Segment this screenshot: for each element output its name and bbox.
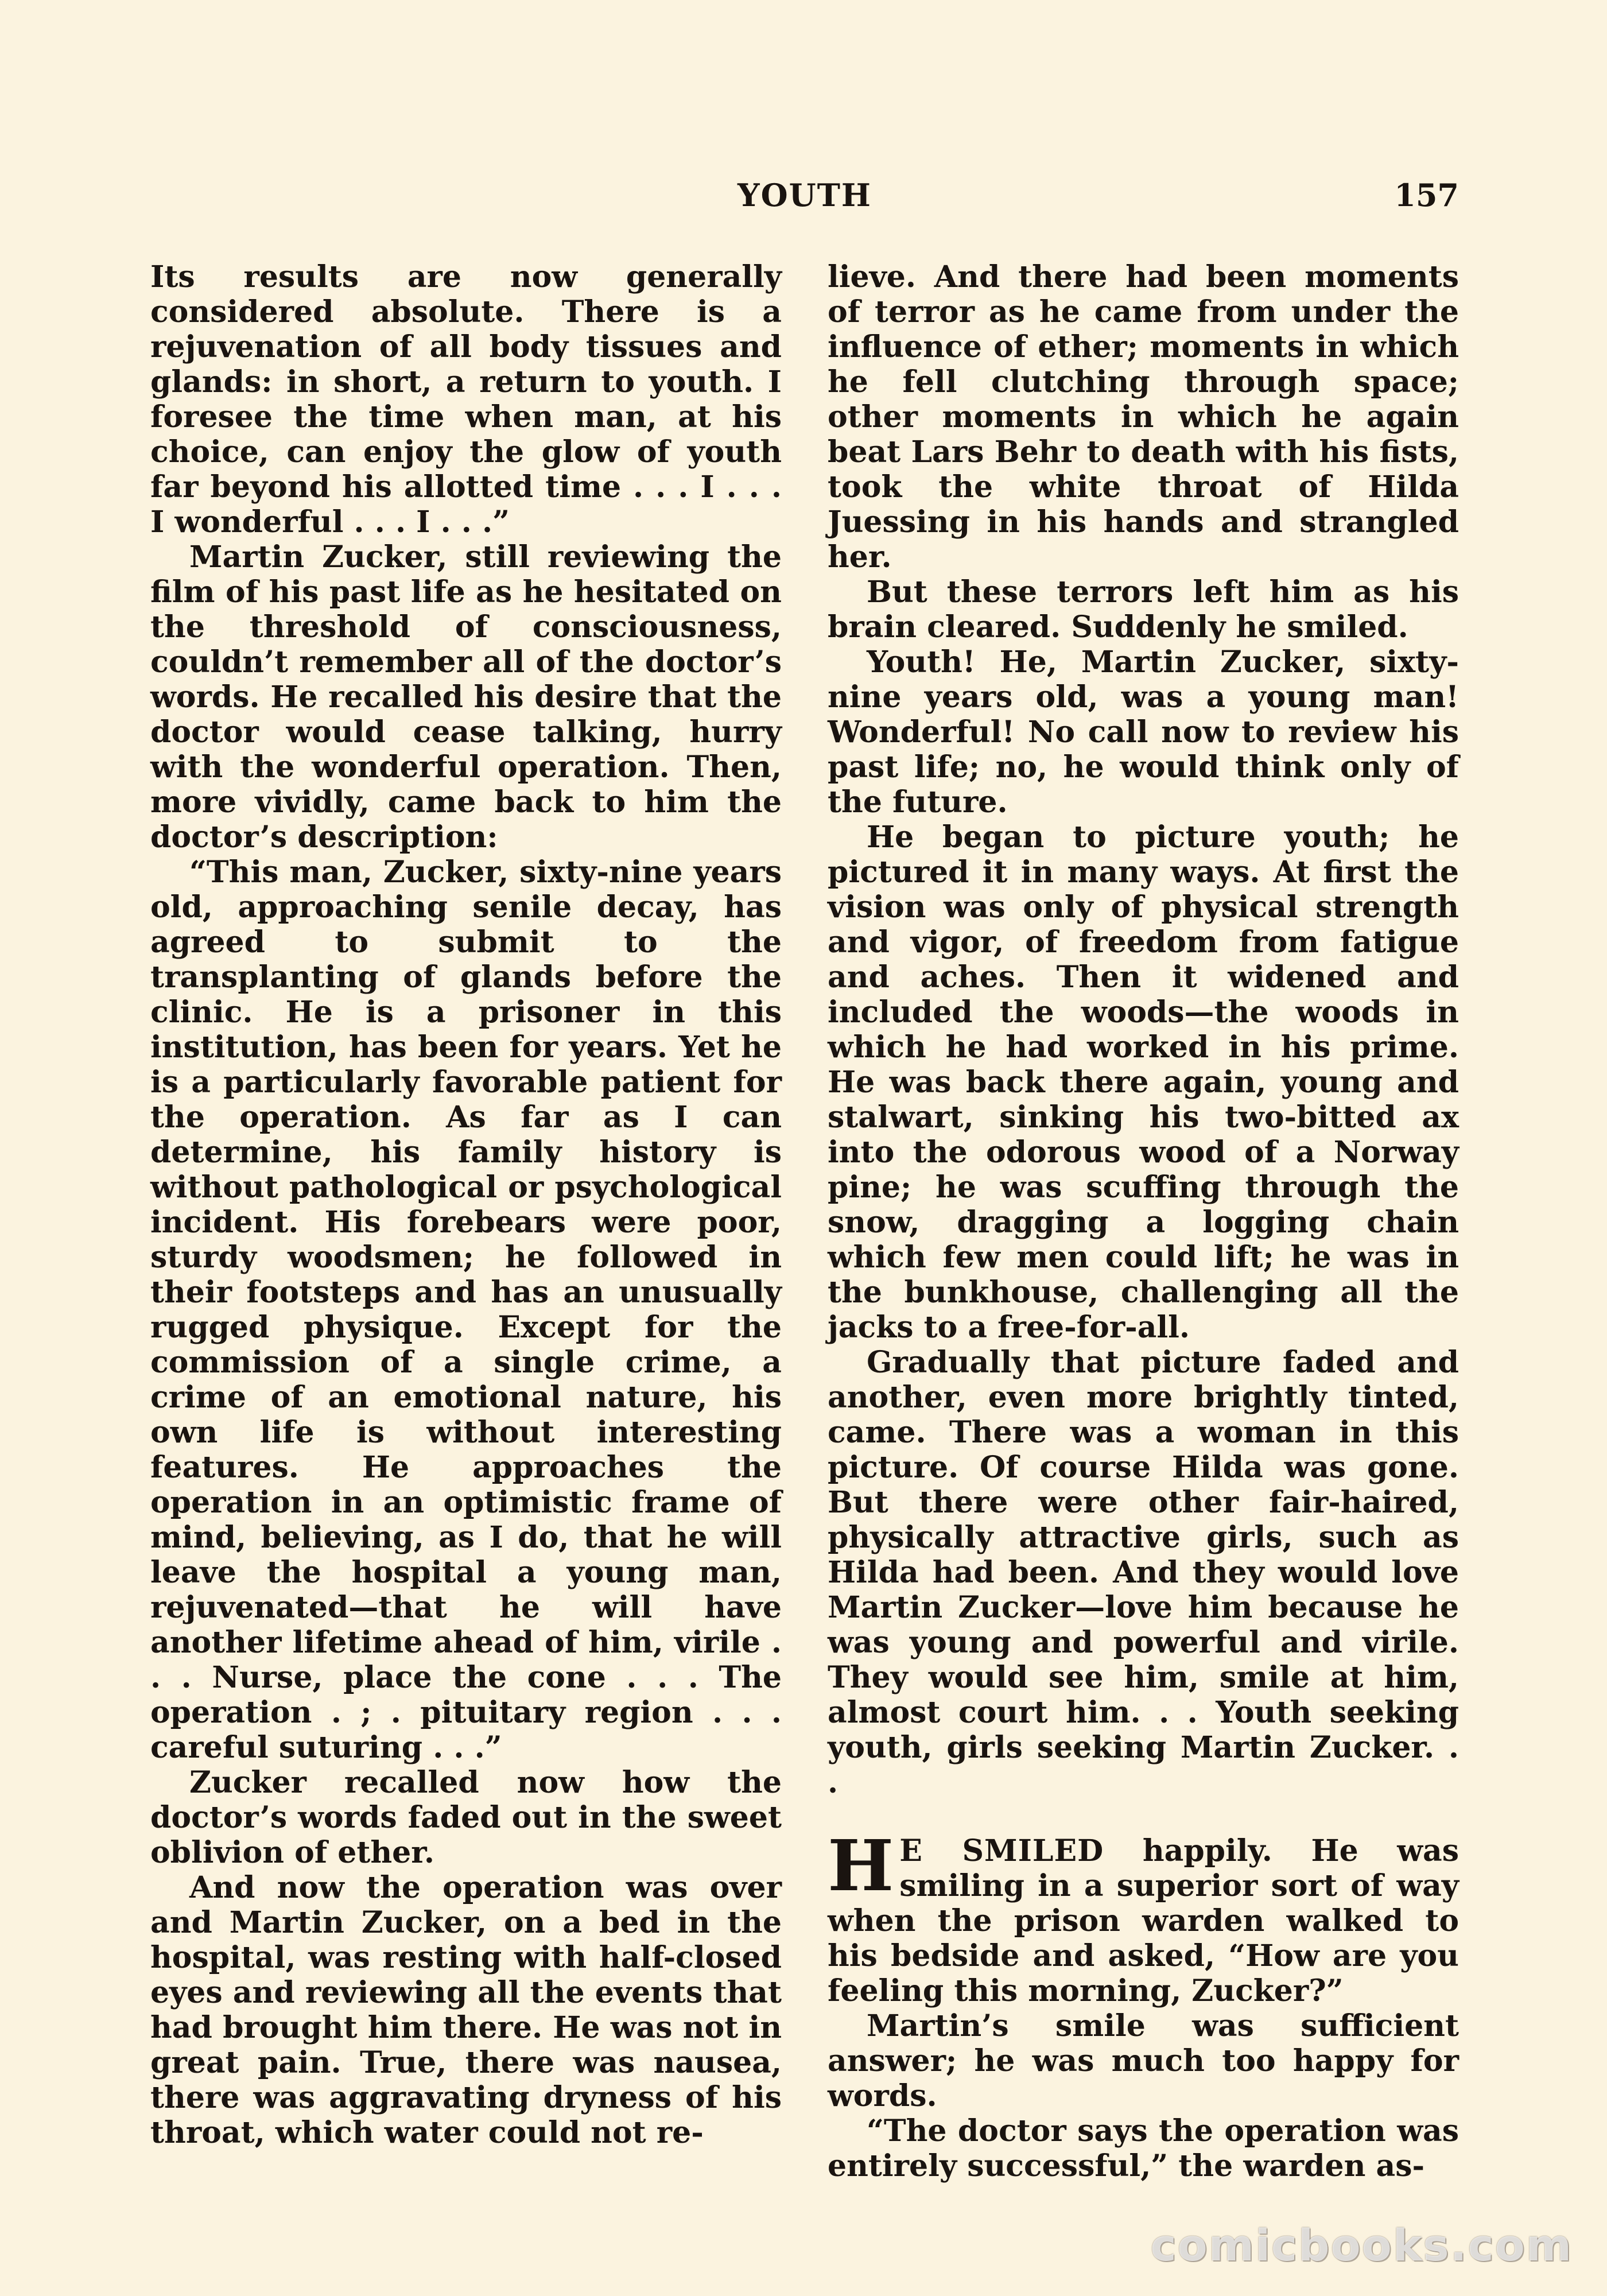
paragraph: He began to picture youth; he pictured it in many ways. At first the vision was only of physical strength and vigor, of freedom from fatigue and aches. Then it widened and included the woods—the woods in which he had worked in his prime. He was back there again, young and stalwart, sinking his two-bitted ax into the odorous wood of a Norway pine; he was scuffing through the snow, dragging a logging chain which few men could lift; he was in the bunkhouse, challenging all the jacks to a free-for-all. [828,820,1459,1345]
paragraph: Martin Zucker, still reviewing the film of his past life as he hesitated on the threshold of consciousness, couldn’t remember all of the doctor’s words. He recalled his desire that the doctor would cease talking, hurry with the wonderful operation. Then, more vividly, came back to him the doctor’s description: [150,540,782,855]
paragraph: Gradually that picture faded and another, even more brightly tinted, came. There was a woman in this picture. Of course Hilda was gone. But there were other fair-haired, physically attractive girls, such as Hilda had been. And they would love Martin Zucker—love him because he was young and powerful and virile. They would see him, smile at him, almost court him. . . Youth seeking youth, girls seeking Martin Zucker. . . [828,1345,1459,1800]
paragraph: “The doctor says the operation was entirely successful,” the warden as- [828,2113,1459,2183]
paragraph: Its results are now generally considered absolute. There is a rejuvenation of all body tissues and glands: in short, a return to youth. I foresee the time when man, at his choice, can enjoy the glow of youth far beyond his allotted time . . . I . . . I wonderful . . . I . . .” [150,259,782,540]
paragraph: Zucker recalled now how the doctor’s words faded out in the sweet oblivion of ether. [150,1765,782,1870]
paragraph: lieve. And there had been moments of terror as he came from under the influence of ether; moments in which he fell clutching through space; other moments in which he again beat Lars Behr to death with his fists, took the white throat of Hilda Juessing in his hands and strangled her. [828,259,1459,575]
drop-cap: H [828,1824,894,1907]
paragraph: “This man, Zucker, sixty-nine years old, approaching senile decay, has agreed to submit to the transplanting of glands before the clinic. He is a prisoner in this institution, has been for years. Yet he is a particularly favorable patient for the operation. As far as I can determine, his family history is without pathological or psychological incident. His forebears were poor, sturdy woodsmen; he followed in their footsteps and has an unusually rugged physique. Except for the commission of a single crime, a crime of an emotional nature, his own life is without interesting features. He approaches the operation in an optimistic frame of mind, believing, as I do, that he will leave the hospital a young man, rejuvenated—that he will have another lifetime ahead of him, virile . . . Nurse, place the cone . . . The operation . ; . pituitary region . . . careful suturing . . .” [150,855,782,1765]
running-title: YOUTH [737,177,872,214]
page-number: 157 [1394,177,1459,214]
paragraph: Martin’s smile was sufficient answer; he was much too happy for words. [828,2008,1459,2113]
lead-text: happily. He was smiling in a superior sort of way when the prison warden walked to his bedside and asked, “How are you feeling this morning, Zucker?” [828,1833,1459,2008]
right-column [828,259,1459,2183]
left-column [150,259,782,2150]
paragraph: But these terrors left him as his brain cleared. Suddenly he smiled. [828,575,1459,645]
lead-caps: E SMILED [899,1833,1104,1868]
section-lead-paragraph [828,1824,1459,2008]
paragraph: And now the operation was over and Martin Zucker, on a bed in the hospital, was resting with half-closed eyes and reviewing all the events that had brought him there. He was not in great pain. True, there was nausea, there was aggravating dryness of his throat, which water could not re- [150,1870,782,2150]
page-header [150,172,1459,230]
paragraph: Youth! He, Martin Zucker, sixty-nine years old, was a young man! Wonderful! No call now to review his past life; no, he would think only of the future. [828,645,1459,820]
watermark: comicbooks.com [1150,2220,1573,2271]
